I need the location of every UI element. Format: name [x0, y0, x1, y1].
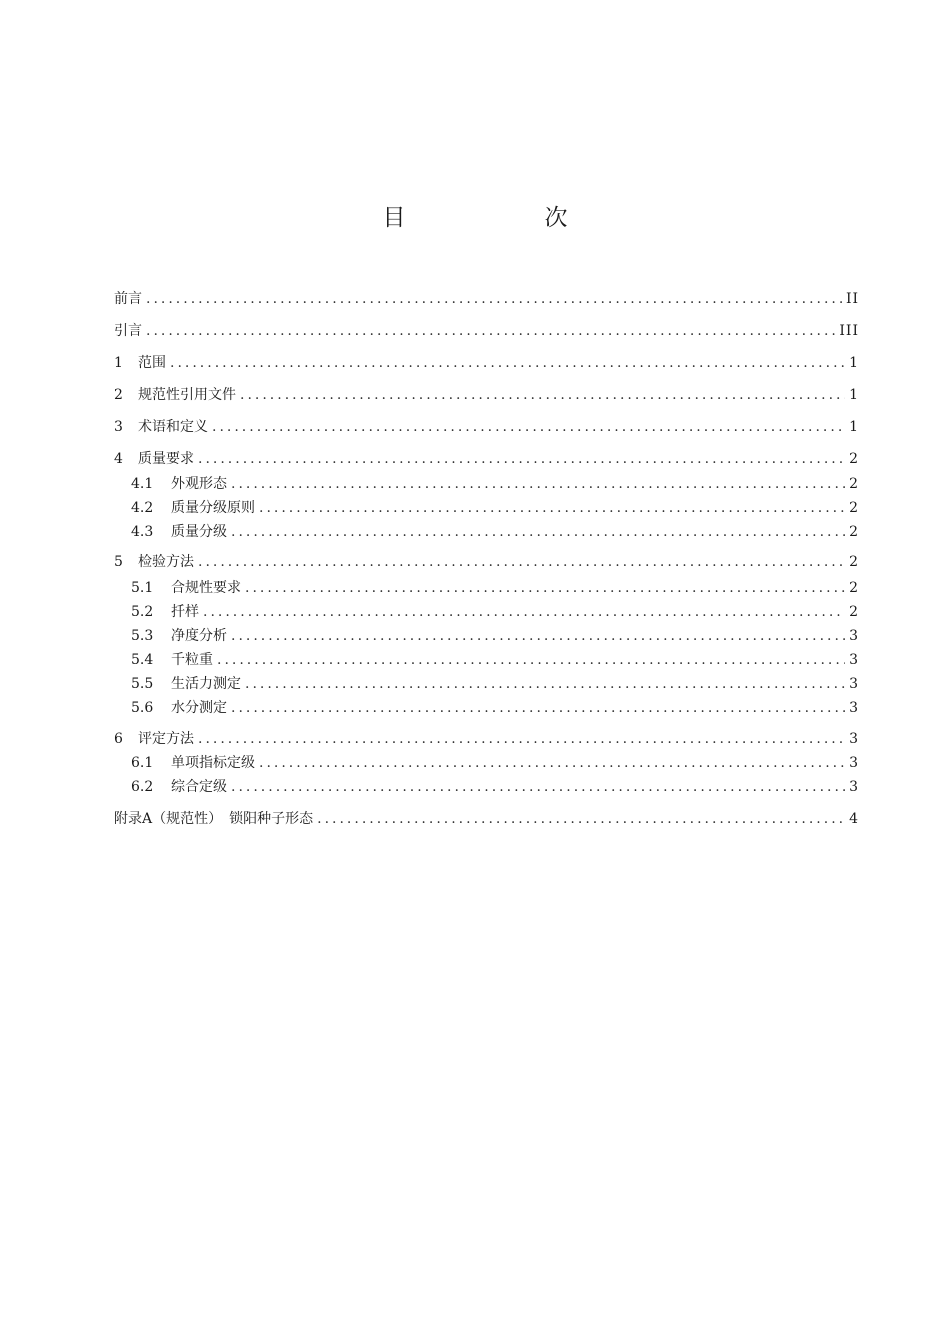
toc-entry-label: 外观形态: [171, 476, 227, 492]
toc-entry-number: 6.2: [131, 779, 154, 795]
toc-leader-dots: [146, 321, 835, 341]
toc-entry-number: 6: [114, 731, 123, 747]
toc-entry-label: 规范性引用文件: [138, 387, 236, 403]
toc-entry-6-1[interactable]: [131, 753, 859, 773]
toc-entry-label: 检验方法: [138, 554, 194, 570]
toc-entry-appendix-a[interactable]: [114, 809, 859, 829]
toc-leader-dots: [231, 777, 845, 797]
toc-entry-label: 水分测定: [171, 700, 227, 716]
toc-leader-dots: [203, 602, 845, 622]
toc-entry-label: 质量要求: [138, 451, 194, 467]
toc-leader-dots: [259, 498, 845, 518]
toc-entry-number: 5.5: [131, 676, 154, 692]
toc-leader-dots: [231, 626, 845, 646]
toc-entry-number: 6.1: [131, 755, 154, 771]
toc-leader-dots: [231, 522, 845, 542]
toc-leader-dots: [212, 417, 845, 437]
toc-page-number: 3: [849, 779, 859, 795]
toc-entry-4-2[interactable]: [131, 498, 859, 518]
toc-leader-dots: [170, 353, 845, 373]
toc-entry-label: 合规性要求: [171, 580, 241, 596]
toc-entry-number: 4.3: [131, 524, 154, 540]
toc-entry-label: 质量分级原则: [171, 500, 255, 516]
toc-leader-dots: [198, 449, 845, 469]
toc-entry-label: 千粒重: [171, 652, 213, 668]
toc-entry-label: 范围: [138, 355, 166, 371]
toc-entry-foreword[interactable]: [114, 289, 859, 309]
toc-entry-label: 术语和定义: [138, 419, 208, 435]
toc-page-number: 2: [849, 476, 859, 492]
toc-entry-label: 质量分级: [171, 524, 227, 540]
toc-entry-label: 扦样: [171, 604, 199, 620]
toc-entry-4[interactable]: [114, 449, 859, 469]
toc-entry-number: 5: [114, 554, 123, 570]
toc-page-number: 2: [849, 524, 859, 540]
toc-leader-dots: [245, 674, 845, 694]
toc-leader-dots: [259, 753, 845, 773]
toc-leader-dots: [245, 578, 845, 598]
toc-entry-number: 5.6: [131, 700, 154, 716]
toc-entry-5-2[interactable]: [131, 602, 859, 622]
toc-page-number: 1: [849, 387, 859, 403]
toc-leader-dots: [240, 385, 845, 405]
toc-page-number: 2: [849, 451, 859, 467]
toc-page-number: 2: [849, 554, 859, 570]
toc-entry-5-6[interactable]: [131, 698, 859, 718]
toc-page-number: 3: [849, 700, 859, 716]
toc-leader-dots: [231, 698, 845, 718]
toc-entry-number: 4.2: [131, 500, 154, 516]
toc-page-number: III: [839, 323, 859, 339]
toc-entry-label: 生活力测定: [171, 676, 241, 692]
toc-entry-5[interactable]: [114, 552, 859, 572]
toc-page-number: 3: [849, 628, 859, 644]
toc-page-number: 4: [849, 811, 859, 827]
toc-leader-dots: [231, 474, 845, 494]
toc-entry-5-5[interactable]: [131, 674, 859, 694]
toc-entry-number: 5.2: [131, 604, 154, 620]
toc-page-number: II: [845, 291, 859, 307]
toc-page-number: 3: [849, 652, 859, 668]
toc-page-number: 3: [849, 731, 859, 747]
toc-leader-dots: [217, 650, 845, 670]
toc-entry-label: 单项指标定级: [171, 755, 255, 771]
toc-page-number: 2: [849, 500, 859, 516]
toc-entry-4-3[interactable]: [131, 522, 859, 542]
toc-page-number: 3: [849, 755, 859, 771]
toc-entry-label: 评定方法: [138, 731, 194, 747]
toc-entry-1[interactable]: [114, 353, 859, 373]
toc-entry-number: 3: [114, 419, 123, 435]
toc-entry-5-1[interactable]: [131, 578, 859, 598]
toc-entry-3[interactable]: [114, 417, 859, 437]
toc-entry-number: 5.3: [131, 628, 154, 644]
toc-entry-number: 4: [114, 451, 123, 467]
toc-entry-5-3[interactable]: [131, 626, 859, 646]
toc-entry-4-1[interactable]: [131, 474, 859, 494]
toc-page-number: 1: [849, 419, 859, 435]
toc-entry-6[interactable]: [114, 729, 859, 749]
toc-leader-dots: [317, 809, 845, 829]
toc-entry-number: 5.1: [131, 580, 154, 596]
toc-entry-number: 4.1: [131, 476, 154, 492]
toc-leader-dots: [198, 552, 845, 572]
toc-entry-5-4[interactable]: [131, 650, 859, 670]
toc-entry-label: 附录A（规范性） 锁阳种子形态: [114, 811, 314, 827]
toc-entry-label: 引言: [114, 323, 142, 339]
toc-entry-2[interactable]: [114, 385, 859, 405]
toc-page-number: 3: [849, 676, 859, 692]
toc-entry-label: 前言: [114, 291, 142, 307]
page-title: 目 次: [382, 205, 626, 231]
toc-page-number: 2: [849, 604, 859, 620]
toc-entry-number: 1: [114, 355, 123, 371]
toc-entry-6-2[interactable]: [131, 777, 859, 797]
toc-entry-label: 净度分析: [171, 628, 227, 644]
toc-leader-dots: [146, 289, 842, 309]
toc-entry-introduction[interactable]: [114, 321, 859, 341]
toc-entry-number: 5.4: [131, 652, 154, 668]
toc-leader-dots: [198, 729, 845, 749]
toc-page-number: 1: [849, 355, 859, 371]
toc-page-number: 2: [849, 580, 859, 596]
toc-entry-label: 综合定级: [171, 779, 227, 795]
toc-entry-number: 2: [114, 387, 123, 403]
